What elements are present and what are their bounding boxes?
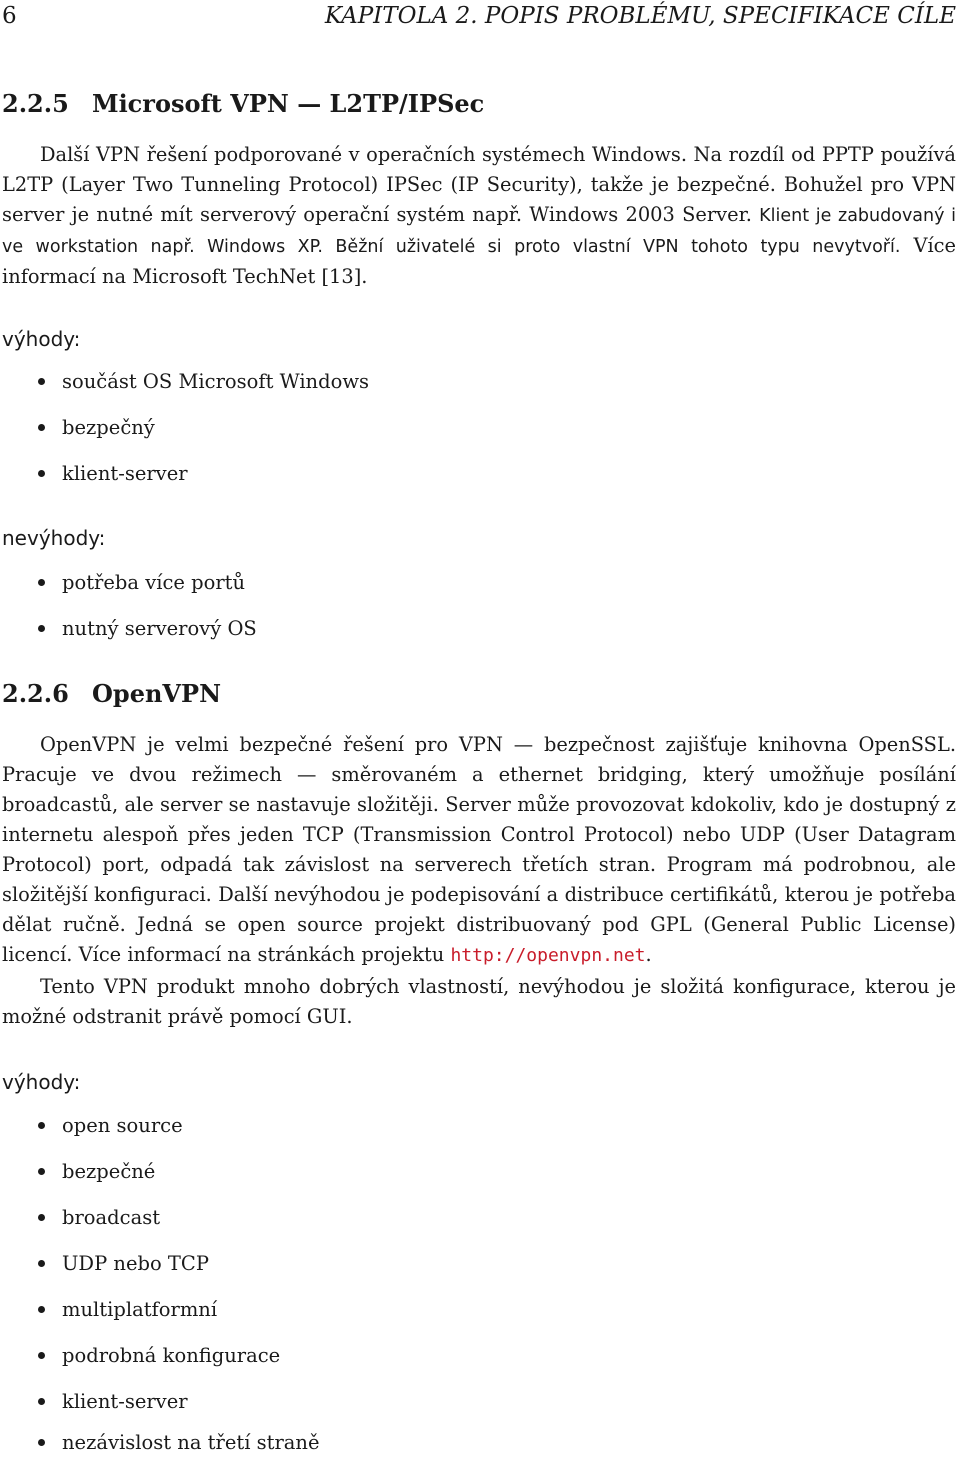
bullet-icon — [38, 1352, 45, 1359]
openvpn-pros-heading: výhody: — [2, 1070, 81, 1094]
l2tp-paragraph-part3: Více informací na Microsoft TechNet [13]. — [2, 234, 956, 288]
openvpn-paragraph-1: OpenVPN je velmi bezpečné řešení pro VPN — bezpečnost zajišťuje knihovna OpenSSL. Pracuje ve dvou režimech — směrovaném a ethernet bridging, který umožňuje posílání broadcastů, ale server se nastavuje složitěji. Server může provozovat kdokoliv, kdo je dostupný z internetu alespoň přes jeden TCP (Transmission Control Protocol) nebo UDP (User Datagram Protocol) port, odpadá tak závislost na serverech třetích stran. Program má podrobnou, ale složitější konfiguraci. Další nevýhodou je podepisování a distribuce certifikátů, kterou je potřeba dělat ručně. Jedná se open source projekt distribuovaný pod GPL (General Public License) licencí. Více informací na stránkách projektu http://openvpn.net. — [2, 733, 956, 966]
bullet-icon — [38, 1439, 45, 1446]
l2tp-paragraph-part1: Další VPN řešení podporované v operačních systémech Windows. Na rozdíl od PPTP používá L2TP (Layer Two Tunneling Protocol) IPSec (IP Security), takže je bezpečné. Bohužel pro VPN server je nutné mít serverový operační systém např. Windows 2003 Server. — [2, 143, 956, 226]
bullet-icon — [38, 378, 45, 385]
running-head — [0, 0, 960, 32]
bullet-icon — [38, 1168, 45, 1175]
bullet-icon — [38, 1260, 45, 1267]
l2tp-cons-heading: nevýhody: — [2, 526, 106, 550]
section-heading-l2tp — [2, 88, 484, 120]
bullet-icon — [38, 424, 45, 431]
section-heading-openvpn — [2, 678, 221, 710]
bullet-icon — [38, 1398, 45, 1405]
bullet-icon — [38, 470, 45, 477]
section-number: 2.2.5 — [2, 89, 69, 118]
bullet-icon — [38, 579, 45, 586]
l2tp-pros-heading: výhody: — [2, 327, 81, 351]
page-number: 6 — [2, 3, 17, 29]
bullet-icon — [38, 1214, 45, 1221]
bullet-icon — [38, 1306, 45, 1313]
document-page: 6 KAPITOLA 2. POPIS PROBLÉMU, SPECIFIKACE CÍLE 2.2.5 Microsoft VPN — L2TP/IPSec Další VPN řešení podporované v operačních systémech Windows. Na rozdíl od PPTP používá L2TP (Layer Two Tunneling Protocol) IPSec (IP Security), takže je bezpečné. Bohužel pro VPN server je nutné mít serverový operační systém např. Windows 2003 Server. Klient je zabudovaný i ve workstation např. Windows XP. Běžní uživatelé si proto vlastní VPN tohoto typu nevytvoří. Více informací na Microsoft TechNet [13]. výhody: součást OS Microsoft Windows bezpečný klient-server nevýhody: potřeba více portů nutný serverový OS 2.2.6 OpenVPN OpenVPN je velmi bezpečné řešení pro VPN — bezpečnost zajišťuje knihovna OpenSSL. Pracuje ve dvou režimech — směrovaném a ethernet bridging, který umožňuje posílání broadcastů, ale server se nastavuje složitěji. Server může provozovat kdokoliv, kdo je dostupný z internetu alespoň přes jeden TCP (Transmission Control Protocol) nebo UDP (User Datagram Protocol) port, odpadá tak závislost na serverech třetích stran. Program má podrobnou, ale složitější konfiguraci. Další nevýhodou je podepisování a distribuce certifikátů, kterou je potřeba dělat ručně. Jedná se open source projekt distribuovaný pod GPL (General Public License) licencí. Více informací na stránkách projektu http://openvpn.net. Tento VPN produkt mnoho dobrých vlastností, nevýhodou je složitá konfigurace, kterou je možné odstranit právě pomocí GUI. výhody: open source bezpečné broadcast UDP nebo TCP multiplatformní podrobná konfigurace klient-server nezávislost na třetí straně — [0, 0, 960, 1459]
l2tp-paragraph — [2, 140, 956, 292]
openvpn-paragraph-2: Tento VPN produkt mnoho dobrých vlastností, nevýhodou je složitá konfigurace, kterou je možné odstranit právě pomocí GUI. — [2, 975, 956, 1028]
chapter-title: KAPITOLA 2. POPIS PROBLÉMU, SPECIFIKACE CÍLE — [324, 3, 956, 29]
section-title: Microsoft VPN — L2TP/IPSec — [92, 89, 485, 118]
l2tp-paragraph-part2: Klient je zabudovaný i ve workstation např. Windows XP. Běžní uživatelé si proto vlastní VPN tohoto typu nevytvoří. — [2, 206, 956, 257]
project-link[interactable]: http://openvpn.net — [450, 945, 646, 966]
bullet-icon — [38, 1122, 45, 1129]
section-title: OpenVPN — [92, 679, 222, 708]
bullet-icon — [38, 625, 45, 632]
section-number: 2.2.6 — [2, 679, 69, 708]
